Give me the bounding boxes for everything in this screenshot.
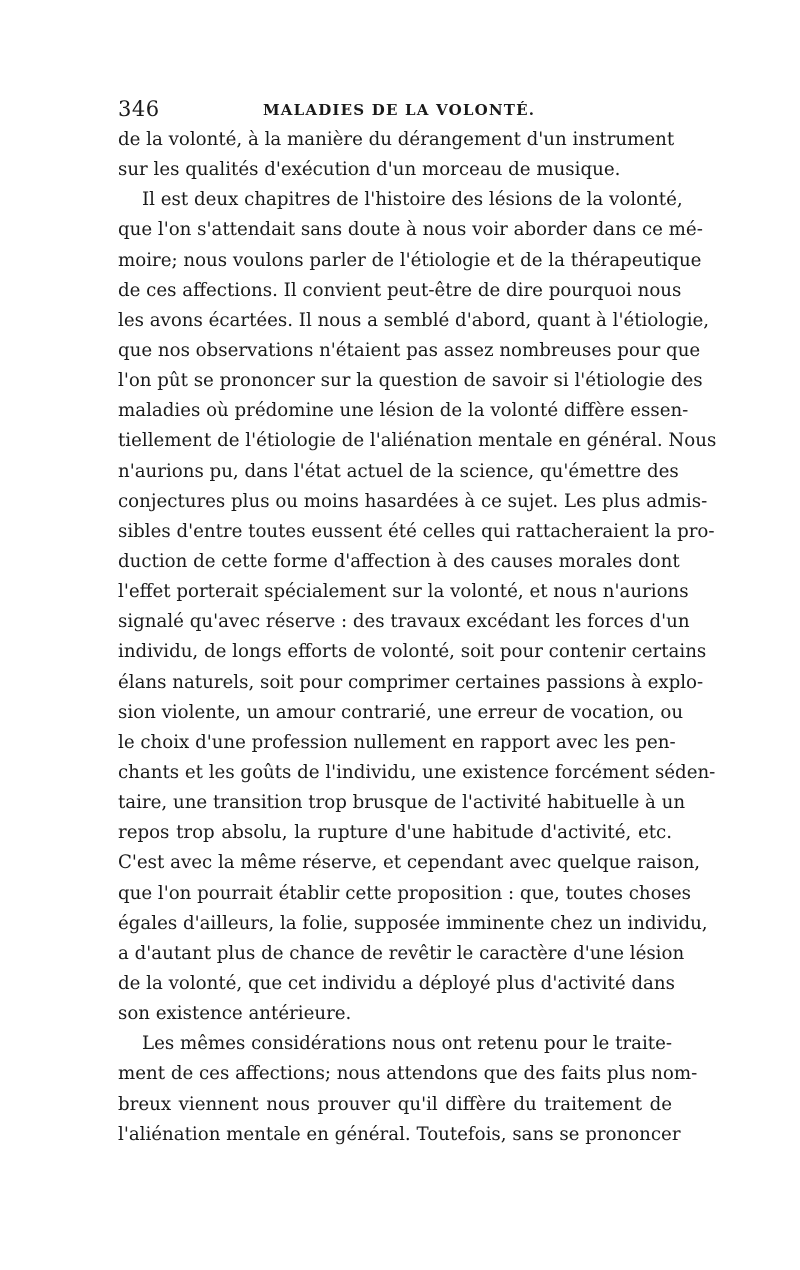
- text-line: tiellement de l'étiologie de l'aliénation mentale en général. Nous: [118, 430, 717, 452]
- page-header: [118, 97, 672, 121]
- text-line: que nos observations n'étaient pas assez nombreuses pour que: [118, 339, 701, 361]
- text-line: de ces affections. Il convient peut-être de dire pourquoi nous: [118, 279, 682, 301]
- text-line: Les mêmes considérations nous ont retenu pour le traite-: [142, 1033, 672, 1055]
- text-line: que l'on s'attendait sans doute à nous voir aborder dans ce mé-: [118, 219, 703, 241]
- text-line: taire, une transition trop brusque de l'activité habituelle à un: [118, 792, 686, 814]
- text-line: sion violente, un amour contrarié, une erreur de vocation, ou: [118, 701, 684, 723]
- text-line: duction de cette forme d'affection à des causes morales dont: [118, 550, 680, 572]
- text-line: que l'on pourrait établir cette proposition : que, toutes choses: [118, 882, 692, 904]
- page-number: 346: [118, 97, 160, 121]
- text-line: sur les qualités d'exécution d'un morceau de musique.: [118, 159, 621, 181]
- text-line: Il est deux chapitres de l'histoire des lésions de la volonté,: [142, 189, 683, 211]
- text-line: maladies où prédomine une lésion de la volonté diffère essen-: [118, 400, 689, 422]
- text-line: élans naturels, soit pour comprimer certaines passions à explo-: [118, 671, 704, 693]
- text-line: sibles d'entre toutes eussent été celles qui rattacheraient la pro-: [118, 520, 715, 542]
- text-line: de la volonté, que cet individu a déployé plus d'activité dans: [118, 972, 675, 994]
- text-line: signalé qu'avec réserve : des travaux excédant les forces d'un: [118, 611, 690, 633]
- text-line: a d'autant plus de chance de revêtir le caractère d'une lésion: [118, 942, 685, 964]
- text-line: les avons écartées. Il nous a semblé d'abord, quant à l'étiologie,: [118, 309, 710, 331]
- text-line: l'effet porterait spécialement sur la volonté, et nous n'aurions: [118, 581, 689, 603]
- text-line: repos trop absolu, la rupture d'une habitude d'activité, etc.: [118, 822, 672, 844]
- text-line: moire; nous voulons parler de l'étiologie et de la thérapeutique: [118, 249, 702, 271]
- text-line: individu, de longs efforts de volonté, soit pour contenir certains: [118, 641, 707, 663]
- text-line: n'aurions pu, dans l'état actuel de la science, qu'émettre des: [118, 460, 679, 482]
- text-line: l'on pût se prononcer sur la question de savoir si l'étiologie des: [118, 370, 703, 392]
- text-line: chants et les goûts de l'individu, une existence forcément séden-: [118, 761, 716, 783]
- text-line: égales d'ailleurs, la folie, supposée imminente chez un individu,: [118, 912, 708, 934]
- text-body: [118, 125, 717, 1150]
- text-line: C'est avec la même réserve, et cependant avec quelque raison,: [118, 852, 701, 874]
- text-line: le choix d'une profession nullement en rapport avec les pen-: [118, 731, 676, 753]
- text-line: son existence antérieure.: [118, 1003, 352, 1025]
- text-line: ment de ces affections; nous attendons que des faits plus nom-: [118, 1063, 698, 1085]
- text-line: conjectures plus ou moins hasardées à ce sujet. Les plus admis-: [118, 490, 708, 512]
- running-title: MALADIES DE LA VOLONTÉ.: [263, 101, 536, 119]
- text-line: l'aliénation mentale en général. Toutefois, sans se prononcer: [118, 1123, 681, 1145]
- text-line: de la volonté, à la manière du dérangement d'un instrument: [118, 129, 675, 150]
- text-line: breux viennent nous prouver qu'il diffère du traitement de: [118, 1093, 672, 1115]
